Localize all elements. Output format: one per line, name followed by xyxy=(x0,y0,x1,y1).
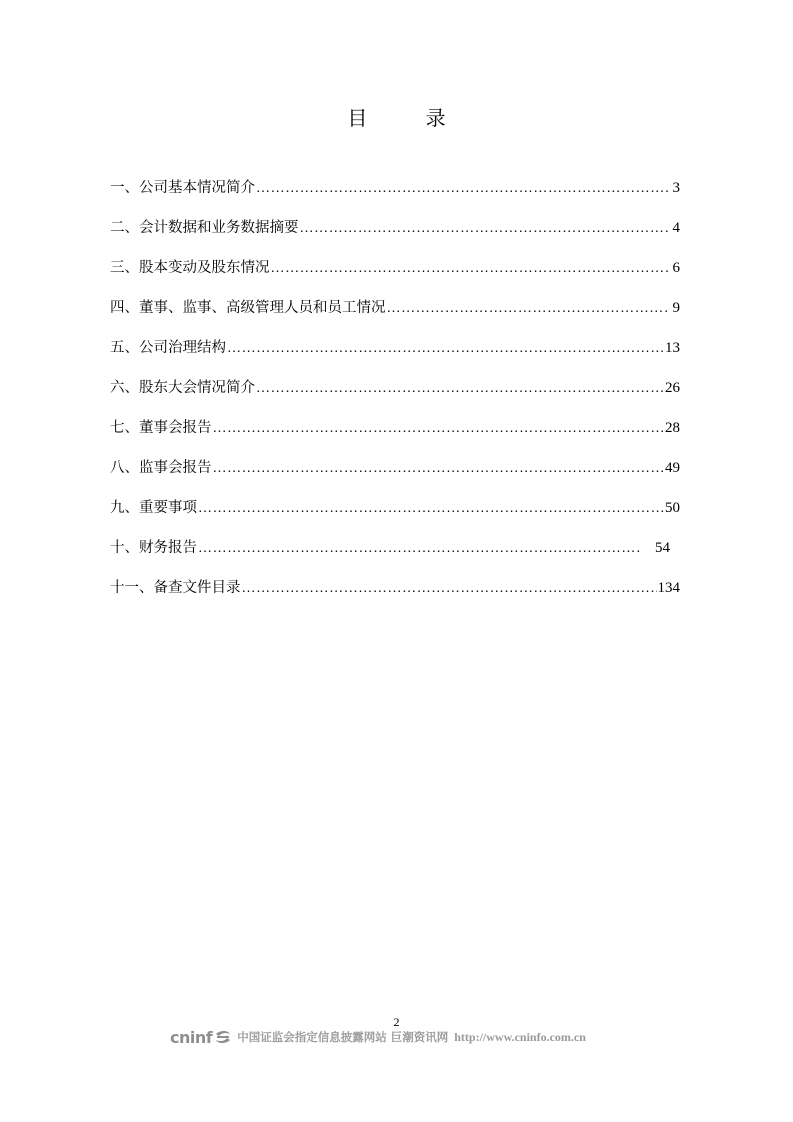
toc-leader-dots xyxy=(227,341,664,357)
toc-leader-dots xyxy=(256,181,669,197)
page-number: 2 xyxy=(393,1015,400,1029)
toc-entry-label: 二、会计数据和业务数据摘要 xyxy=(110,220,299,236)
footer-url[interactable]: http://www.cninfo.com.cn xyxy=(454,1029,586,1044)
table-of-contents xyxy=(110,176,680,616)
toc-entry-label: 五、公司治理结构 xyxy=(110,340,226,356)
toc-entry-page: 13 xyxy=(665,340,680,356)
footer-watermark xyxy=(170,1027,586,1047)
toc-leader-dots xyxy=(271,261,670,277)
toc-entry-label: 九、重要事项 xyxy=(110,500,197,516)
toc-leader-dots xyxy=(213,461,665,477)
toc-entry-label: 七、董事会报告 xyxy=(110,420,212,436)
toc-entry[interactable] xyxy=(110,336,680,376)
toc-leader-dots xyxy=(213,421,665,437)
toc-entry[interactable] xyxy=(110,296,680,336)
toc-leader-dots xyxy=(300,221,670,237)
toc-entry[interactable] xyxy=(110,456,680,496)
toc-leader-dots xyxy=(242,581,657,597)
toc-entry-page: 28 xyxy=(665,420,680,436)
toc-entry-label: 四、董事、监事、高级管理人员和员工情况 xyxy=(110,300,386,316)
toc-entry-page: 9 xyxy=(672,300,680,316)
toc-leader-dots xyxy=(198,541,641,557)
toc-entry-label: 十一、备查文件目录 xyxy=(110,580,241,596)
toc-entry-label: 六、股东大会情况简介 xyxy=(110,380,255,396)
toc-entry-page: 54 xyxy=(655,540,670,556)
toc-entry[interactable] xyxy=(110,216,680,256)
footer-description: 中国证监会指定信息披露网站 巨潮资讯网 xyxy=(237,1030,449,1044)
toc-entry-label: 一、公司基本情况简介 xyxy=(110,180,255,196)
toc-entry[interactable] xyxy=(110,176,680,216)
toc-entry[interactable] xyxy=(110,416,680,456)
toc-entry-page: 49 xyxy=(665,460,680,476)
toc-entry[interactable] xyxy=(110,256,680,296)
toc-entry-page: 134 xyxy=(657,580,680,596)
toc-leader-dots xyxy=(256,381,664,397)
toc-entry-page: 4 xyxy=(672,220,680,236)
page-title: 目 录 xyxy=(347,106,472,130)
toc-entry[interactable] xyxy=(110,496,680,536)
toc-leader-dots xyxy=(387,301,670,317)
toc-entry[interactable] xyxy=(110,376,680,416)
toc-entry-label: 十、财务报告 xyxy=(110,540,197,556)
toc-entry-page: 50 xyxy=(665,500,680,516)
cninfo-logo: cninf xyxy=(170,1027,213,1047)
toc-entry[interactable] xyxy=(110,536,680,576)
toc-entry[interactable] xyxy=(110,576,680,616)
toc-entry-page: 6 xyxy=(672,260,680,276)
toc-leader-dots xyxy=(198,501,664,517)
cninfo-swirl-icon xyxy=(214,1030,232,1044)
toc-entry-label: 八、监事会报告 xyxy=(110,460,212,476)
toc-entry-page: 26 xyxy=(665,380,680,396)
toc-entry-page: 3 xyxy=(672,180,680,196)
toc-entry-label: 三、股本变动及股东情况 xyxy=(110,260,270,276)
